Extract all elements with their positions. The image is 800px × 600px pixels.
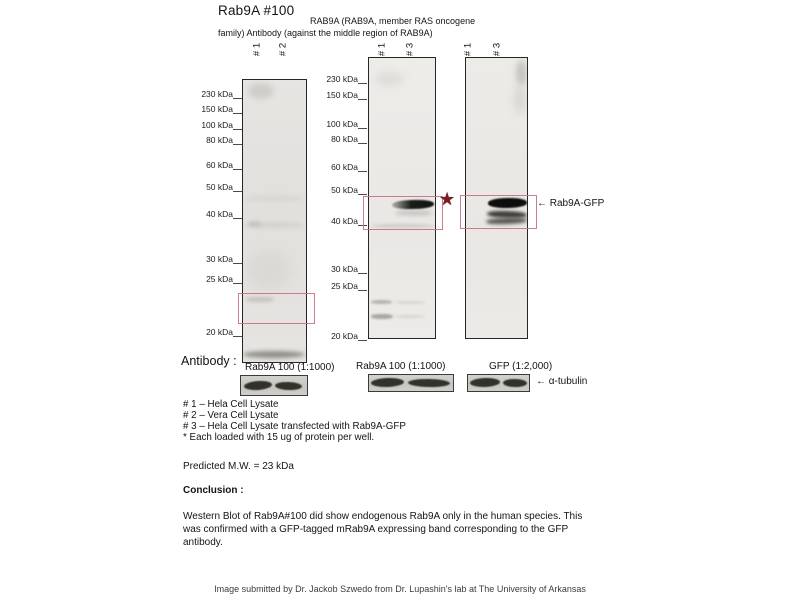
tubulin-band — [470, 377, 500, 387]
conclusion-heading: Conclusion : — [183, 485, 244, 496]
highlight-box-3 — [460, 195, 537, 229]
tubulin-blot-2 — [368, 374, 454, 392]
band-smudge — [248, 83, 274, 99]
antibody-panel-label-3: GFP (1:2,000) — [489, 361, 553, 372]
subtitle-line-1: RAB9A (RAB9A, member RAS oncogene — [310, 16, 476, 26]
mw-tick — [358, 283, 367, 291]
lane-label: # 3 — [491, 42, 503, 57]
lane-label: # 1 — [462, 42, 474, 57]
mw-tick — [358, 266, 367, 274]
tubulin-blot-1 — [240, 375, 308, 396]
mw-tick — [233, 91, 242, 99]
star-icon: ★ — [439, 189, 456, 209]
mw-label: 80 kDa — [331, 134, 358, 144]
mw-label: 60 kDa — [206, 160, 233, 170]
faint-band — [395, 301, 425, 304]
mw-label: 30 kDa — [331, 264, 358, 274]
band-smudge — [514, 84, 526, 114]
tubulin-blot-3 — [467, 374, 530, 392]
mw-tick — [233, 184, 242, 192]
mw-label: 100 kDa — [201, 120, 233, 130]
mw-label: 25 kDa — [331, 281, 358, 291]
mw-tick — [358, 121, 367, 129]
mw-label: 40 kDa — [331, 216, 358, 226]
tubulin-band — [275, 382, 302, 391]
lane-label: # 3 — [404, 42, 416, 57]
band-smudge — [244, 196, 304, 201]
mw-tick — [358, 136, 367, 144]
legend-line-3: # 3 – Hela Cell Lysate transfected with Rab9A-GFP — [183, 421, 406, 432]
alpha-tubulin-arrow-label: ← α-tubulin — [536, 376, 588, 387]
rab9a-gfp-arrow-label: ← Rab9A-GFP — [537, 198, 605, 209]
mw-tick — [358, 164, 367, 172]
mw-label: 50 kDa — [206, 182, 233, 192]
mw-label: 20 kDa — [331, 331, 358, 341]
faint-band — [371, 314, 393, 319]
tubulin-band — [244, 380, 273, 391]
legend-line-4: * Each loaded with 15 ug of protein per well. — [183, 432, 375, 443]
conclusion-body: Western Blot of Rab9A#100 did show endogenous Rab9A only in the human species. This was confirmed with a GFP-tagged mRab9A expressing band corresponding to the GFP antibody. — [183, 511, 583, 548]
mw-label: 150 kDa — [326, 90, 358, 100]
tubulin-band — [371, 377, 404, 387]
mw-tick — [358, 76, 367, 84]
antibody-section-label: Antibody : — [181, 354, 237, 368]
mw-tick — [233, 162, 242, 170]
tubulin-band — [503, 379, 527, 387]
mw-label: 230 kDa — [326, 74, 358, 84]
highlight-box-2 — [363, 196, 443, 230]
mw-label: 80 kDa — [206, 135, 233, 145]
mw-label: 150 kDa — [201, 104, 233, 114]
mw-tick — [233, 137, 242, 145]
mw-label: 40 kDa — [206, 209, 233, 219]
mw-tick — [233, 106, 242, 114]
legend-line-2: # 2 – Vera Cell Lysate — [183, 410, 279, 421]
mw-label: 100 kDa — [326, 119, 358, 129]
faint-band — [395, 315, 425, 318]
mw-label: 20 kDa — [206, 327, 233, 337]
antibody-panel-label-2: Rab9A 100 (1:1000) — [356, 361, 446, 372]
lane-label: # 2 — [277, 42, 289, 57]
page-title: Rab9A #100 — [218, 3, 295, 18]
mw-tick — [358, 92, 367, 100]
faint-band — [371, 300, 392, 304]
mw-tick — [358, 187, 367, 195]
band-smudge — [375, 72, 403, 86]
mw-label: 25 kDa — [206, 274, 233, 284]
mw-label: 50 kDa — [331, 185, 358, 195]
mw-tick — [358, 333, 367, 341]
band-smudge — [243, 351, 305, 358]
mw-label: 230 kDa — [201, 89, 233, 99]
band-smudge — [246, 250, 291, 290]
predicted-mw-text: Predicted M.W. = 23 kDa — [183, 461, 294, 472]
lane-label: # 1 — [251, 42, 263, 57]
mw-tick — [233, 122, 242, 130]
band-smudge — [248, 221, 261, 227]
footer-credit: Image submitted by Dr. Jackob Szwedo from Dr. Lupashin's lab at The University of Arkansas — [214, 584, 586, 594]
subtitle-line-2: family) Antibody (against the middle region of RAB9A) — [218, 28, 433, 38]
lane-label: # 1 — [376, 42, 388, 57]
antibody-panel-label-1: Rab9A 100 (1:1000) — [245, 362, 335, 373]
legend-line-1: # 1 – Hela Cell Lysate — [183, 399, 279, 410]
band-smudge — [516, 60, 527, 86]
tubulin-band — [408, 379, 450, 388]
mw-tick — [233, 256, 242, 264]
mw-label: 30 kDa — [206, 254, 233, 264]
mw-label: 60 kDa — [331, 162, 358, 172]
mw-tick — [233, 211, 242, 219]
mw-tick — [233, 329, 242, 337]
mw-tick — [233, 276, 242, 284]
highlight-box-1 — [238, 293, 315, 324]
